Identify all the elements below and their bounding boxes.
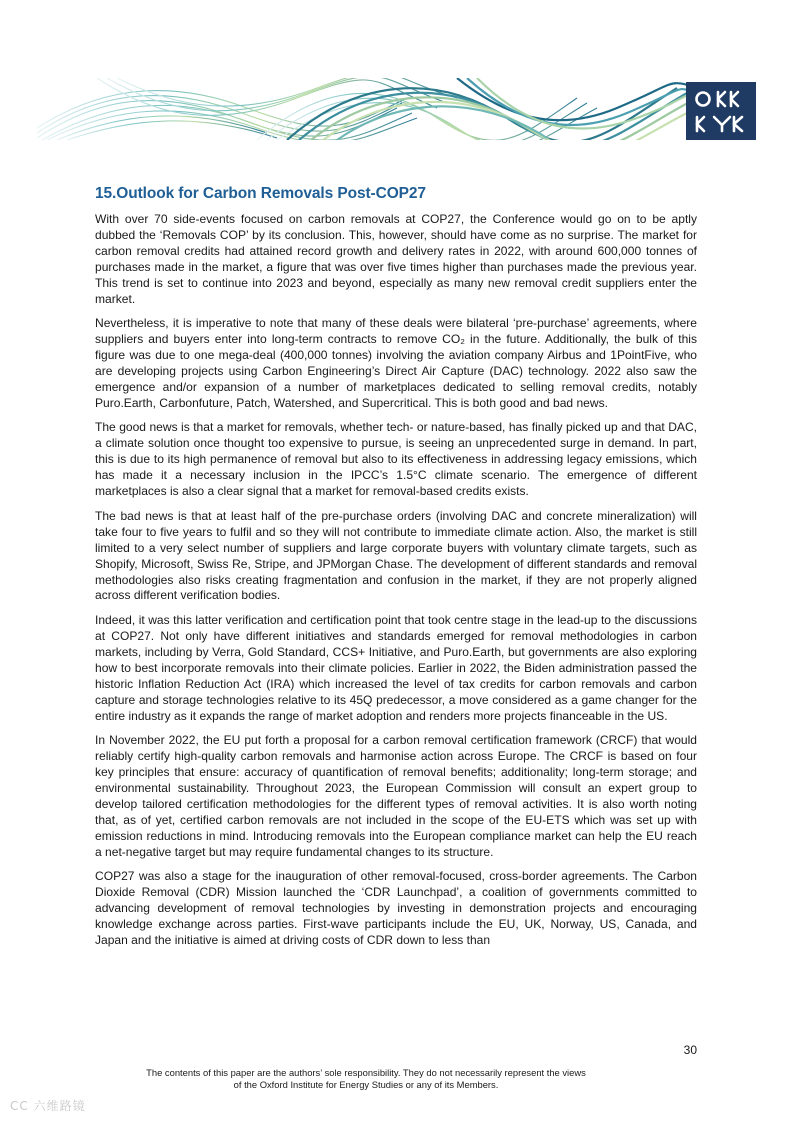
footer-disclaimer: [95, 1067, 637, 1091]
paragraph-3: The good news is that a market for removals, whether tech- or nature-based, has finally picked up and that DAC, a climate solution once thought too expensive to pursue, is seeing an unprecedented surge in demand. In part, this is due to its high permanence of removal but also to its effectiveness in addressing legacy emissions, which has made it a necessary inclusion in the IPCC’s 1.5°C climate scenario. The emergence of different marketplaces is also a clear signal that a market for removal-based credits exists.: [95, 420, 697, 499]
paragraph-7: COP27 was also a stage for the inauguration of other removal-focused, cross-border agreements. The Carbon Dioxide Removal (CDR) Mission launched the ‘CDR Launchpad’, a coalition of governments committed to advancing development of removal technologies by investing in demonstration projects and encouraging knowledge exchange across parties. First-wave participants include the EU, UK, Norway, US, Canada, and Japan and the initiative is aimed at driving costs of CDR down to less than: [95, 869, 697, 948]
paragraph-1: With over 70 side-events focused on carbon removals at COP27, the Conference would go on to be aptly dubbed the ‘Removals COP’ by its conclusion. This, however, should have come as no surprise. The market for carbon removal credits had attained record growth and delivery rates in 2022, with around 600,000 tonnes of purchases made in the market, a figure that was over five times higher than purchases made the previous year. This trend is set to continue into 2023 and beyond, especially as many new removal credit suppliers enter the market.: [95, 212, 697, 306]
wave-pattern-graphic: [37, 78, 756, 140]
body-text: [95, 212, 697, 957]
watermark: CC 六维路镜: [10, 1099, 86, 1113]
paragraph-6: In November 2022, the EU put forth a proposal for a carbon removal certification framework (CRCF) that would reliably certify high-quality carbon removals and harmonise action across Europe. The CRCF is based on four key principles that ensure: accuracy of quantification of removal benefits; additionality; long-term storage; and environmental sustainability. Throughout 2023, the European Commission will consult an expert group to develop tailored certification methodologies for the different types of removal activities. It is also worth noting that, as of yet, certified carbon removals are not included in the scope of the EU-ETS which was set up with emission reductions in mind. Introducing removals into the European compliance market can help the EU reach a net-negative target but may require fundamental changes to its structure.: [95, 733, 697, 859]
oies-logo-icon: [686, 82, 756, 140]
paragraph-4: The bad news is that at least half of the pre-purchase orders (involving DAC and concrete mineralization) will take four to five years to fulfil and so they will not contribute to immediate climate action. Also, the market is still limited to a very select number of suppliers and large corporate buyers with voluntary climate targets, such as Shopify, Microsoft, Swiss Re, Stripe, and JPMorgan Chase. The development of different standards and removal methodologies also risks creating fragmentation and confusion in the market, if they are not properly aligned across different verification bodies.: [95, 508, 697, 603]
page-number: 30: [683, 1043, 697, 1057]
oies-logo: [686, 82, 756, 140]
disclaimer-line-2: of the Oxford Institute for Energy Studies or any of its Members.: [233, 1079, 499, 1090]
section-title: 15.Outlook for Carbon Removals Post-COP27: [95, 185, 426, 202]
paragraph-2: Nevertheless, it is imperative to note that many of these deals were bilateral ‘pre-purchase’ agreements, where suppliers and buyers enter into long-term contracts to remove CO₂ in the future. Additionally, the bulk of this figure was due to one mega-deal (400,000 tonnes) involving the aviation company Airbus and 1PointFive, who are developing projects using Carbon Engineering’s Direct Air Capture (DAC) technology. 2022 also saw the emergence and/or expansion of a number of marketplaces dedicated to selling removal credits, notably Puro.Earth, Carbonfuture, Patch, Watershed, and Supercritical. This is both good and bad news.: [95, 316, 697, 410]
header-banner: [37, 78, 756, 140]
paragraph-5: Indeed, it was this latter verification and certification point that took centre stage in the lead-up to the discussions at COP27. Not only have different initiatives and standards emerged for removal methodologies in carbon markets, including by Verra, Gold Standard, CCS+ Initiative, and Puro.Earth, but governments are also exploring how to best incorporate removals into their climate policies. Earlier in 2022, the Biden administration passed the historic Inflation Reduction Act (IRA) which increased the level of tax credits for carbon removals and carbon capture and storage technologies relative to its 45Q predecessor, a move considered as a game changer for the entire industry as it expands the range of market adoption and renders more projects financeable in the US.: [95, 612, 697, 723]
disclaimer-line-1: The contents of this paper are the authors’ sole responsibility. They do not necessarily represent the views: [146, 1067, 586, 1078]
